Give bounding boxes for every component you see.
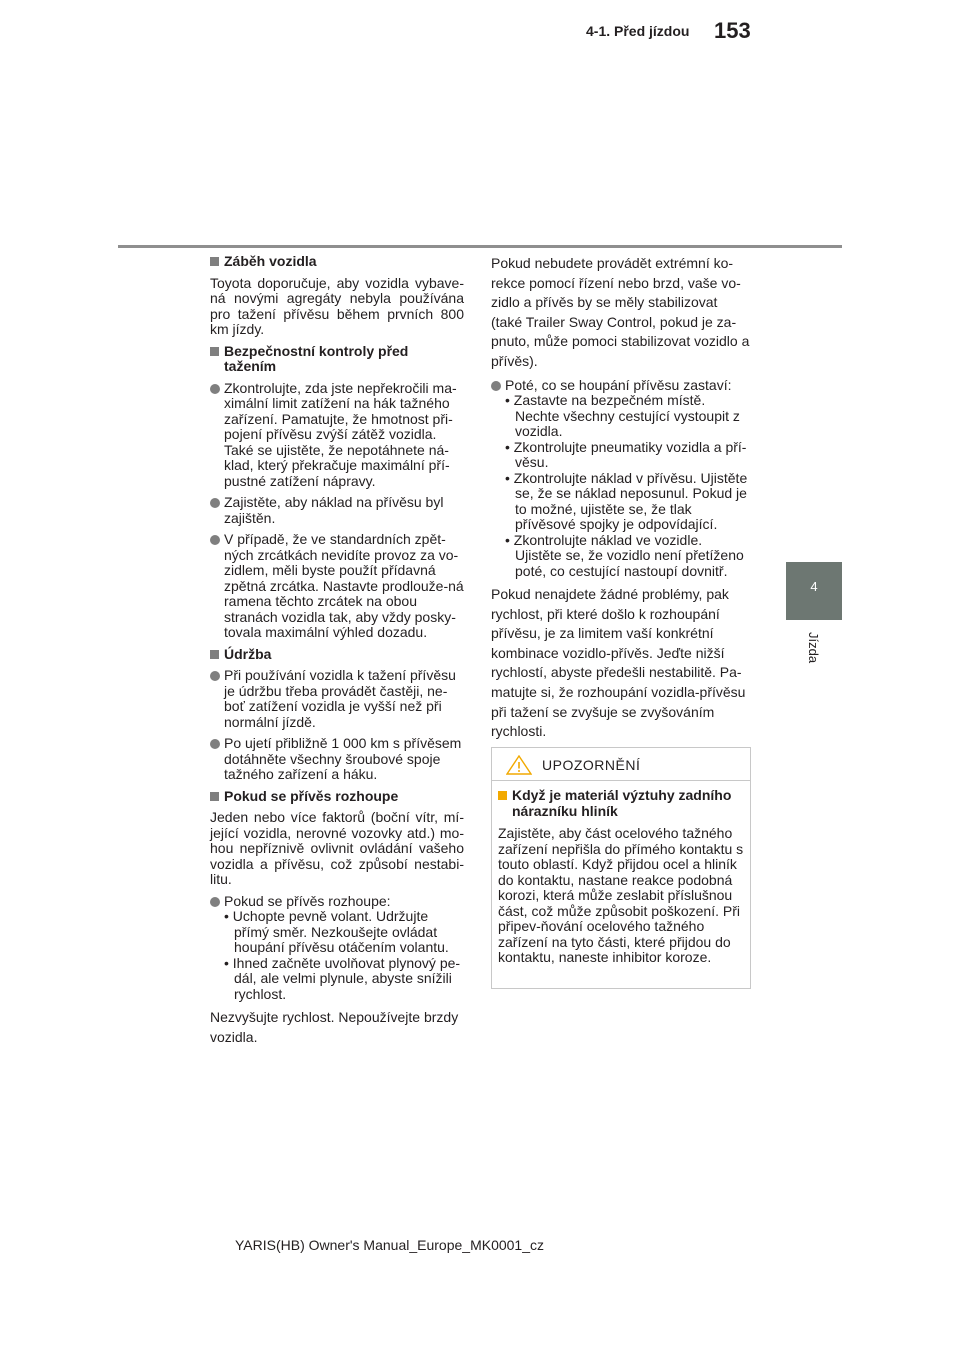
sub-list-item: • Zkontrolujte náklad v přívěsu. Ujistěte se, že se náklad neposunul. Pokud je to možné, ujistěte se, že tlak přívěsové spojky je odpovídající. bbox=[505, 469, 748, 533]
list-item: Poté, co se houpání přívěsu zastaví: • Zastavte na bezpečném místě. Nechte všechny cestující vystoupit z vozidla. • Zkontrolujte pneumatiky vozidla a pří-věsu. • Zkontrolujte náklad v přívěsu. Ujistěte se, že se náklad neposunul. Pokud je to možné, ujistěte se, že tlak přívěsové spojky je odpovídající. • Zkontrolujte náklad ve vozidle. Ujistěte se, že vozidlo není přetíženo poté, co cestující nastoupí dovnitř. bbox=[491, 378, 751, 580]
sub-list-item: • Zkontrolujte pneumatiky vozidla a pří-věsu. bbox=[505, 438, 747, 471]
square-bullet-icon bbox=[210, 347, 219, 356]
warning-title: UPOZORNĚNÍ bbox=[542, 757, 641, 773]
warning-header bbox=[492, 748, 750, 781]
circle-bullet-icon bbox=[210, 671, 220, 681]
list-item: Zkontrolujte, zda jste nepřekročili ma-ximální limit zatížení na hák tažného zařízení. Pamatujte, že hmotnost při-pojení přívěsu zvýší zátěž vozidla. Také se ujistěte, že nepotáhnete ná-klad, který překračuje maximální pří-pustné zatížení nápravy. bbox=[210, 381, 464, 490]
circle-bullet-icon bbox=[210, 739, 220, 749]
warning-triangle-icon bbox=[506, 755, 532, 775]
circle-bullet-icon bbox=[210, 535, 220, 545]
chapter-tab[interactable]: 4 bbox=[786, 562, 842, 620]
square-bullet-icon bbox=[210, 650, 219, 659]
warning-box bbox=[491, 747, 751, 989]
paragraph: Jeden nebo více faktorů (boční vítr, mí-jející vozidla, nerovné vozovky atd.) mo-hou nepříznivě ovlivnit ovládání vašeho vozidla a přívěsu, což způsobí nestabi-litu. bbox=[210, 809, 464, 887]
square-bullet-icon bbox=[210, 792, 219, 801]
circle-bullet-icon bbox=[210, 897, 220, 907]
list-item: V případě, že ve standardních zpět-ných zrcátkách nevidíte provoz za vo-zidlem, měli byste použít přídavná zpětná zrcátka. Nastavte prodlouže-ná ramena těchto zrcátek na obou stranách vozidla tak, aby vždy posky-tovala maximální výhled dozadu. bbox=[210, 532, 464, 641]
square-bullet-icon bbox=[210, 257, 219, 266]
circle-bullet-icon bbox=[210, 384, 220, 394]
paragraph: Nezvyšujte rychlost. Nepoužívejte brzdy vozidla. bbox=[210, 1009, 459, 1045]
sub-list-item: • Zkontrolujte náklad ve vozidle. Ujistěte se, že vozidlo není přetíženo poté, co cestující nastoupí dovnitř. bbox=[505, 531, 744, 579]
left-column bbox=[210, 254, 464, 1053]
list-item: Při používání vozidla k tažení přívěsu je údržbu třeba provádět častěji, ne-boť zatížení vozidla je vyšší než při normální jízdě. bbox=[210, 668, 464, 730]
paragraph: Pokud nenajdete žádné problémy, pak rychlost, při které došlo k rozhoupání přívěsu, je za limitem vaší konkrétní kombinace vozidlo-přívěs. Jeďte nižší rychlostí, abyste předešli nestabilitě. Pa-matujte si, že rozhoupání vozidla-přívěsu při tažení se zvyšuje se zvyšováním rychlosti. bbox=[491, 586, 746, 740]
sub-list-item: • Ihned začněte uvolňovat plynový pe-dál, ale velmi plynule, abyste snížili rychlost. bbox=[224, 954, 461, 1002]
right-column bbox=[491, 254, 751, 748]
list-item: Po ujetí přibližně 1 000 km s přívěsem dotáhněte všechny šroubové spoje tažného zařízení a háku. bbox=[210, 736, 464, 783]
warning-text: Zajistěte, aby část ocelového tažného zařízení nepřišla do přímého kontaktu s touto oblastí. Když přijdou ocel a hliník do kontaktu, nastane reakce podobná korozi, která může zeslabit příslušnou část, což může způsobit poškození. Při připev-ňování ocelového tažného zařízení na tyto části, které přijdou do kontaktu, naneste inhibitor koroze. bbox=[498, 825, 744, 965]
warning-heading: Když je materiál výztuhy zadního nárazníku hliník bbox=[498, 788, 744, 819]
warning-body bbox=[492, 781, 750, 966]
header-divider bbox=[118, 245, 842, 248]
list-item: Pokud se přívěs rozhoupe: • Uchopte pevně volant. Udržujte přímý směr. Nezkoušejte ovládat houpání přívěsu otáčením volantu. • Ihned začněte uvolňovat plynový pe-dál, ale velmi plynule, abyste snížili rychlost. bbox=[210, 894, 464, 1003]
section-heading: Údržba bbox=[210, 647, 464, 663]
sub-list-item: • Zastavte na bezpečném místě. Nechte všechny cestující vystoupit z vozidla. bbox=[505, 392, 740, 440]
circle-bullet-icon bbox=[491, 381, 501, 391]
circle-bullet-icon bbox=[210, 498, 220, 508]
sub-list-item: • Uchopte pevně volant. Udržujte přímý směr. Nezkoušejte ovládat houpání přívěsu otáčením volantu. bbox=[224, 908, 449, 955]
section-title: 4-1. Před jízdou bbox=[586, 23, 690, 39]
square-bullet-icon bbox=[498, 791, 507, 800]
section-heading: Záběh vozidla bbox=[210, 254, 464, 270]
page-number: 153 bbox=[714, 18, 751, 43]
list-item: Zajistěte, aby náklad na přívěsu byl zajištěn. bbox=[210, 495, 464, 526]
section-heading: Pokud se přívěs rozhoupe bbox=[210, 789, 464, 805]
section-heading: Bezpečnostní kontroly před tažením bbox=[210, 344, 464, 375]
footer-text: YARIS(HB) Owner's Manual_Europe_MK0001_cz bbox=[235, 1237, 544, 1253]
paragraph: Toyota doporučuje, aby vozidla vybave-ná novými agregáty nebyla používána pro tažení přívěsu během prvních 800 km jízdy. bbox=[210, 274, 464, 337]
paragraph: Pokud nebudete provádět extrémní ko-rekce pomocí řízení nebo brzd, vaše vo-zidlo a přívěs by se měly stabilizovat (také Trailer Sway Control, pokud je za-pnuto, může pomoci stabilizovat vozidlo a přívěs). bbox=[491, 255, 750, 369]
chapter-label: Jízda bbox=[806, 632, 821, 664]
